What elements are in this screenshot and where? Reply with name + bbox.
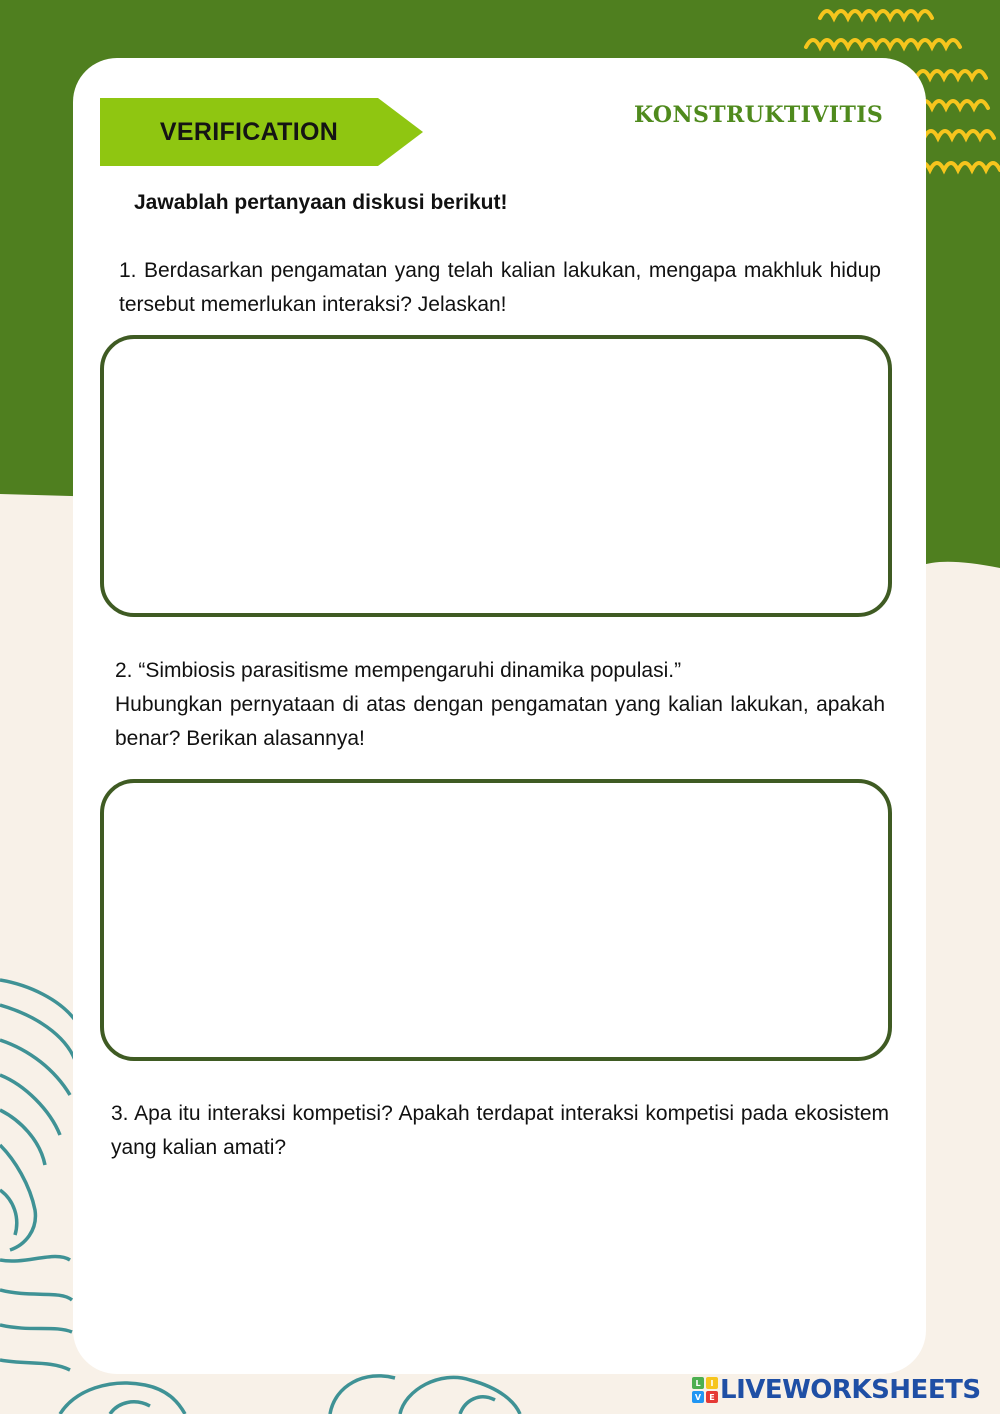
svg-text:E: E xyxy=(709,1393,715,1402)
worksheet-card xyxy=(73,58,926,1374)
svg-text:V: V xyxy=(694,1393,702,1402)
svg-text:L: L xyxy=(695,1379,701,1388)
section-title: KONSTRUKTIVITIS xyxy=(634,102,884,128)
question-2-quote: 2. “Simbiosis parasitisme mempengaruhi dinamika populasi.” xyxy=(115,659,682,682)
question-1: 1. Berdasarkan pengamatan yang telah kalian lakukan, mengapa makhluk hidup tersebut memerlukan interaksi? Jelaskan! xyxy=(119,259,881,316)
verification-badge xyxy=(100,98,423,166)
answer-box-1[interactable] xyxy=(100,335,892,617)
watermark-text: LIVEWORKSHEETS xyxy=(720,1375,981,1405)
answer-box-2[interactable] xyxy=(100,779,892,1061)
instruction-text: Jawablah pertanyaan diskusi berikut! xyxy=(134,191,508,214)
liveworksheets-logo-icon xyxy=(692,1377,718,1403)
badge-label: VERIFICATION xyxy=(159,118,339,146)
question-3: 3. Apa itu interaksi kompetisi? Apakah terdapat interaksi kompetisi pada ekosistem yang kalian amati? xyxy=(111,1102,889,1159)
liveworksheets-watermark xyxy=(692,1374,981,1406)
svg-text:I: I xyxy=(710,1379,714,1388)
question-2-text: Hubungkan pernyataan di atas dengan pengamatan yang kalian lakukan, apakah benar? Berikan alasannya! xyxy=(115,693,885,750)
question-2 xyxy=(115,654,885,756)
